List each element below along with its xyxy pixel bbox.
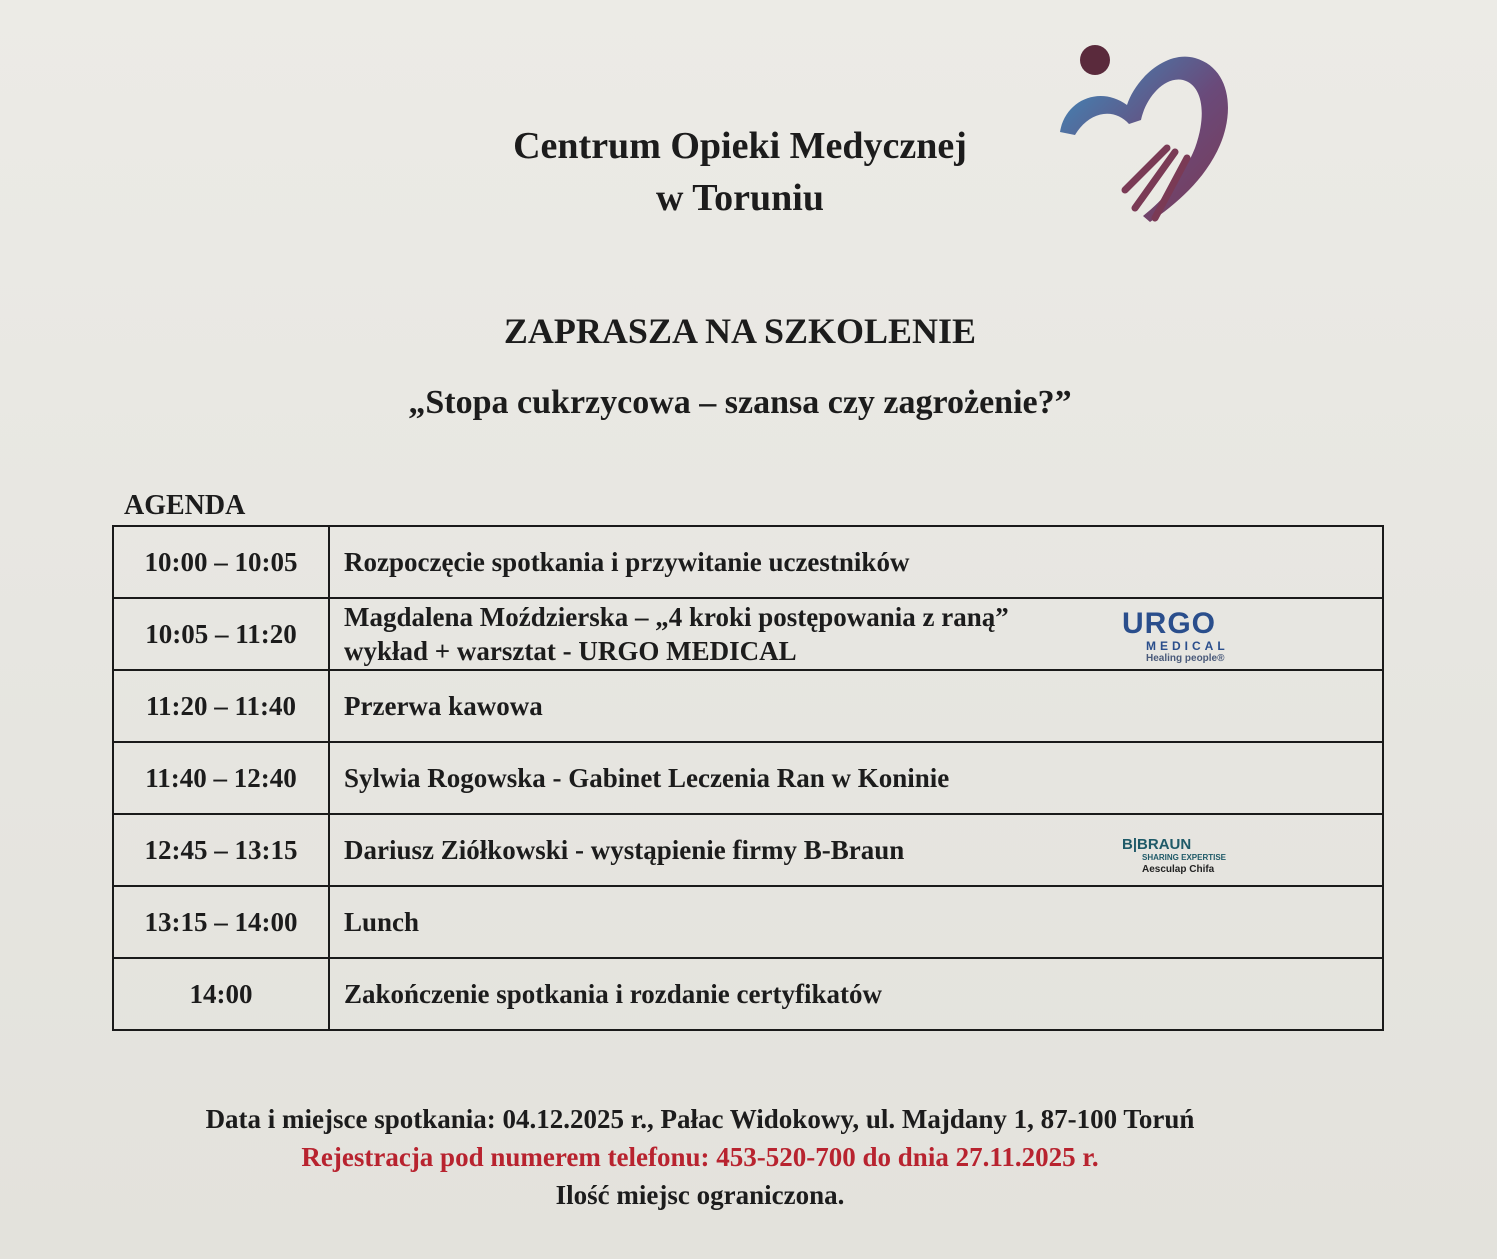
braun-logo-sub: SHARING EXPERTISE xyxy=(1142,853,1227,862)
agenda-time: 13:15 – 14:00 xyxy=(113,886,329,958)
agenda-description-line2: wykład + warsztat - URGO MEDICAL xyxy=(344,636,797,666)
agenda-row xyxy=(113,670,1383,742)
agenda-time: 14:00 xyxy=(113,958,329,1030)
agenda-time: 10:00 – 10:05 xyxy=(113,526,329,598)
organization-name-line1: Centrum Opieki Medycznej xyxy=(513,125,967,167)
training-subject: „Stopa cukrzycowa – szansa czy zagrożenie?” xyxy=(408,384,1072,421)
agenda-row xyxy=(113,958,1383,1030)
agenda-time: 11:40 – 12:40 xyxy=(113,742,329,814)
limited-seats-note: Ilość miejsc ograniczona. xyxy=(555,1180,845,1210)
agenda-label: AGENDA xyxy=(124,490,246,521)
agenda-row xyxy=(113,526,1383,598)
agenda-description: Przerwa kawowa xyxy=(329,670,1383,742)
urgo-logo-sub: MEDICAL xyxy=(1146,639,1229,653)
organization-name-line2: w Toruniu xyxy=(656,177,824,219)
agenda-description: Zakończenie spotkania i rozdanie certyfikatów xyxy=(329,958,1383,1030)
agenda-time: 11:20 – 11:40 xyxy=(113,670,329,742)
agenda-description xyxy=(329,814,1383,886)
b-braun-logo xyxy=(1122,837,1232,885)
agenda-row xyxy=(113,886,1383,958)
agenda-time: 10:05 – 11:20 xyxy=(113,598,329,670)
registration-info: Rejestracja pod numerem telefonu: 453-520-700 do dnia 27.11.2025 r. xyxy=(301,1142,1099,1172)
agenda-description-text: Dariusz Ziółkowski - wystąpienie firmy B-Braun xyxy=(344,834,905,865)
invitation-heading: ZAPRASZA NA SZKOLENIE xyxy=(503,311,977,351)
agenda-description xyxy=(329,598,1383,670)
date-and-place: Data i miejsce spotkania: 04.12.2025 r., Pałac Widokowy, ul. Majdany 1, 87-100 Toruń xyxy=(205,1104,1195,1134)
heart-hand-logo-icon xyxy=(1055,40,1235,230)
agenda-description-line1: Magdalena Moździerska – „4 kroki postępowania z raną” xyxy=(344,602,1009,632)
agenda-row xyxy=(113,598,1383,670)
organization-name xyxy=(440,120,1040,224)
agenda-time: 12:45 – 13:15 xyxy=(113,814,329,886)
urgo-logo-name: URGO xyxy=(1122,607,1216,640)
agenda-description: Sylwia Rogowska - Gabinet Leczenia Ran w Koninie xyxy=(329,742,1383,814)
braun-logo-tagline: Aesculap Chifa xyxy=(1142,864,1215,875)
event-footer xyxy=(100,1100,1300,1214)
agenda-description: Lunch xyxy=(329,886,1383,958)
braun-logo-name: B|BRAUN xyxy=(1122,836,1192,853)
urgo-logo-tagline: Healing people® xyxy=(1146,653,1225,664)
agenda-row xyxy=(113,742,1383,814)
agenda-description: Rozpoczęcie spotkania i przywitanie uczestników xyxy=(329,526,1383,598)
urgo-medical-logo xyxy=(1122,609,1252,665)
agenda-row xyxy=(113,814,1383,886)
agenda-table xyxy=(112,525,1384,1031)
